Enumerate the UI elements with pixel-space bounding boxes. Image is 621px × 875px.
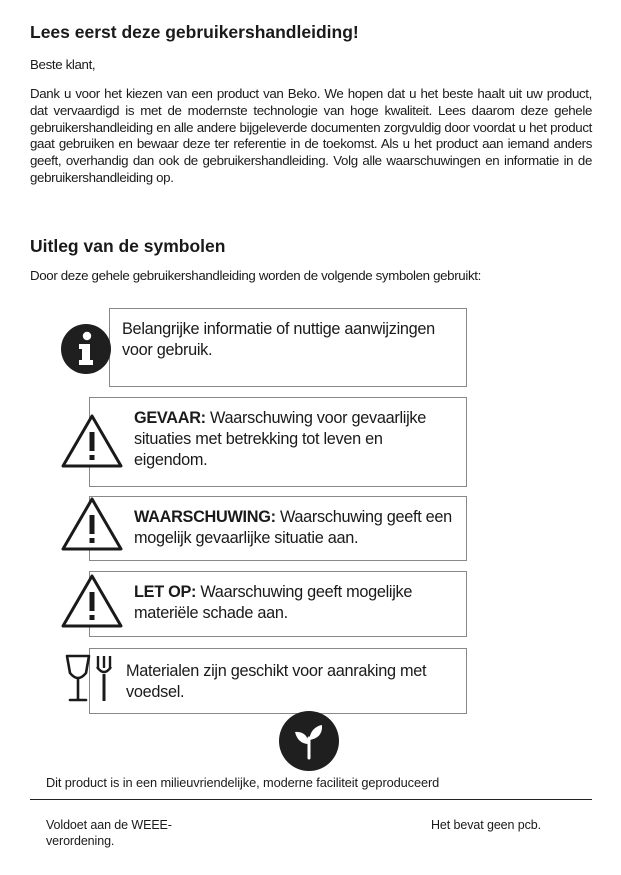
caution-box bbox=[89, 571, 467, 637]
danger-box bbox=[89, 397, 467, 487]
danger-text: Waarschuwing voor gevaarlijke situaties met betrekking tot leven en eigendom. bbox=[134, 409, 427, 469]
symbols-heading: Uitleg van de symbolen bbox=[30, 236, 226, 256]
warning-triangle-icon bbox=[60, 496, 124, 557]
info-icon bbox=[59, 322, 113, 381]
food-contact-box bbox=[89, 648, 467, 714]
info-text: Belangrijke informatie of nuttige aanwijzingen voor gebruik. bbox=[122, 320, 435, 359]
leaf-icon bbox=[278, 710, 340, 777]
symbols-intro: Door deze gehele gebruikershandleiding worden de volgende symbolen gebruikt: bbox=[30, 268, 481, 283]
warning-text: Waarschuwing geeft een mogelijk gevaarlijke situatie aan. bbox=[134, 508, 452, 547]
page-title: Lees eerst deze gebruikershandleiding! bbox=[30, 22, 359, 42]
pcb-statement: Het bevat geen pcb. bbox=[431, 818, 541, 832]
warning-triangle-icon bbox=[60, 573, 124, 634]
warning-box bbox=[89, 496, 467, 561]
glass-fork-icon bbox=[64, 653, 124, 710]
food-contact-text: Materialen zijn geschikt voor aanraking met voedsel. bbox=[126, 662, 427, 701]
warning-triangle-icon bbox=[60, 413, 124, 474]
weee-statement: Voldoet aan de WEEE-verordening. bbox=[46, 818, 172, 848]
eco-statement: Dit product is in een milieuvriendelijke, moderne faciliteit geproduceerd bbox=[46, 775, 440, 790]
salutation: Beste klant, bbox=[30, 57, 96, 72]
caution-label: LET OP: bbox=[134, 583, 197, 601]
intro-paragraph: Dank u voor het kiezen van een product van Beko. We hopen dat u het beste haalt uit uw product, dat vervaardigd is met de modernste technologie van hoge kwaliteit. Lees daarom deze gehele gebruikershandleiding en alle andere bijgeleverde documenten zorgvuldig door voordat u het product gaat gebruiken en bewaar deze ter referentie in de toekomst. Als u het product aan iemand anders geeft, overhandig dan ook de gebruikershandleiding. Volg alle waarschuwingen en informatie in de gebruikershandleiding op. bbox=[30, 86, 592, 185]
info-box bbox=[109, 308, 467, 387]
danger-label: GEVAAR: bbox=[134, 409, 206, 427]
caution-text: Waarschuwing geeft mogelijke materiële schade aan. bbox=[134, 583, 413, 622]
divider bbox=[30, 799, 592, 800]
warning-label: WAARSCHUWING: bbox=[134, 508, 276, 526]
